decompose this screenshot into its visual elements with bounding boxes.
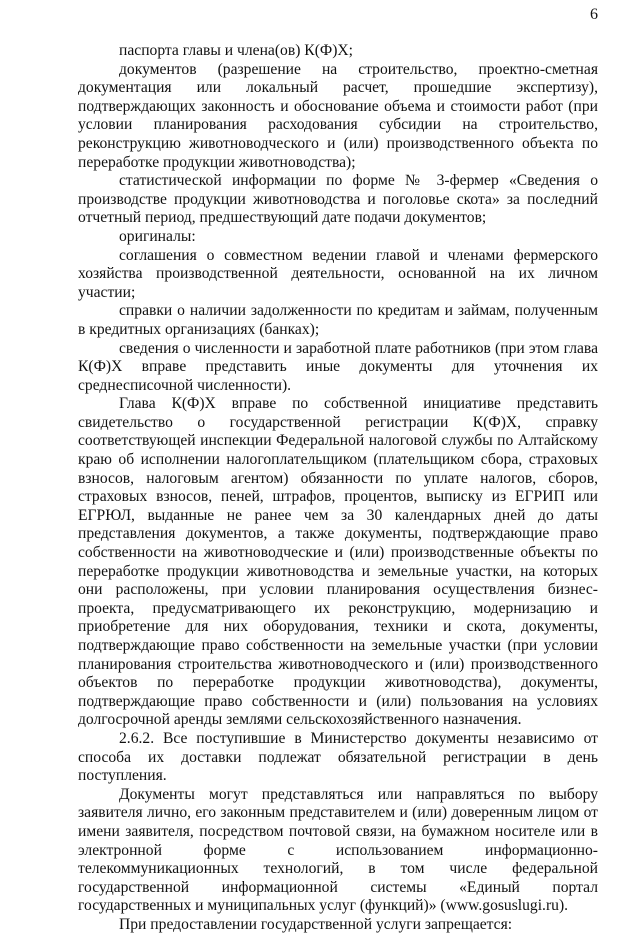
paragraph-optional-documents: Глава К(Ф)Х вправе по собственной инициативе представить свидетельство о государственной регистрации К(Ф)Х, справку соответствующей инспекции Федеральной налоговой службы по Алтайскому краю об исполнении налогоплательщиком (плательщиком сбора, страховых взносов, налоговым агентом) обязанности по уплате налогов, сборов, страховых взносов, пеней, штрафов, процентов, выписку из ЕГРИП или ЕГРЮЛ, выданные не ранее чем за 30 календарных дней до даты представления документов, а также документы, подтверждающие право собственности на животноводческие и (или) производственные объекты по переработке продукции животноводства и земельные участки, на которых они расположены, при условии планирования осуществления бизнес-проекта, предусматривающего их реконструкцию, модернизацию и приобретение для них оборудования, техники и скота, документы, подтверждающие право собственности на земельные участки (при условии планирования строительства животноводческого и (или) производственного объектов по переработке продукции животноводства), документы, подтверждающие право собственности и (или) пользования на условиях долгосрочной аренды землями сельскохозяйственного назначения. <box>78 395 598 729</box>
page-number: 6 <box>590 6 598 23</box>
paragraph-staff-info: сведения о численности и заработной плате работников (при этом глава К(Ф)Х вправе представить иные документы для уточнения их среднесписочной численности). <box>78 339 598 394</box>
paragraph-agreement: соглашения о совместном ведении главой и членами фермерского хозяйства производственной деятельности, основанной на их личном участии; <box>78 246 598 301</box>
paragraph-construction-documents: документов (разрешение на строительство, проектно-сметная документация или локальный расчет, прошедшие экспертизу), подтверждающих законность и обоснование объема и стоимости работ (при условии планирования расходования субсидии на строительство, реконструкцию животноводческого и (или) производственного объекта по переработке продукции животноводства); <box>78 60 598 171</box>
paragraph-statistical-info: статистической информации по форме № 3-фермер «Сведения о производстве продукции животноводства и поголовье скота» за последний отчетный период, предшествующий дате подачи документов; <box>78 172 598 227</box>
paragraph-passport: паспорта главы и члена(ов) К(Ф)Х; <box>119 42 353 59</box>
document-body <box>78 42 598 935</box>
paragraph-prohibitions: При предоставлении государственной услуги запрещается: <box>119 915 513 933</box>
paragraph-section-2-6-2: 2.6.2. Все поступившие в Министерство документы независимо от способа их доставки подлежат обязательной регистрации в день поступления. <box>78 729 598 785</box>
paragraph-submission-methods: Документы могут представляться или направляться по выбору заявителя лично, его законным представителем и (или) доверенным лицом от имени заявителя, посредством почтовой связи, на бумажном носителе или в электронной форме с использованием информационно-телекоммуникационных технологий, в том числе федеральной государственной информационной системы «Единый портал государственных и муниципальных услуг (функций)» (www.gosuslugi.ru). <box>78 785 598 915</box>
paragraph-originals-heading: оригиналы: <box>119 227 196 245</box>
paragraph-debt-certificate: справки о наличии задолженности по кредитам и займам, полученным в кредитных организациях (банках); <box>78 302 598 338</box>
